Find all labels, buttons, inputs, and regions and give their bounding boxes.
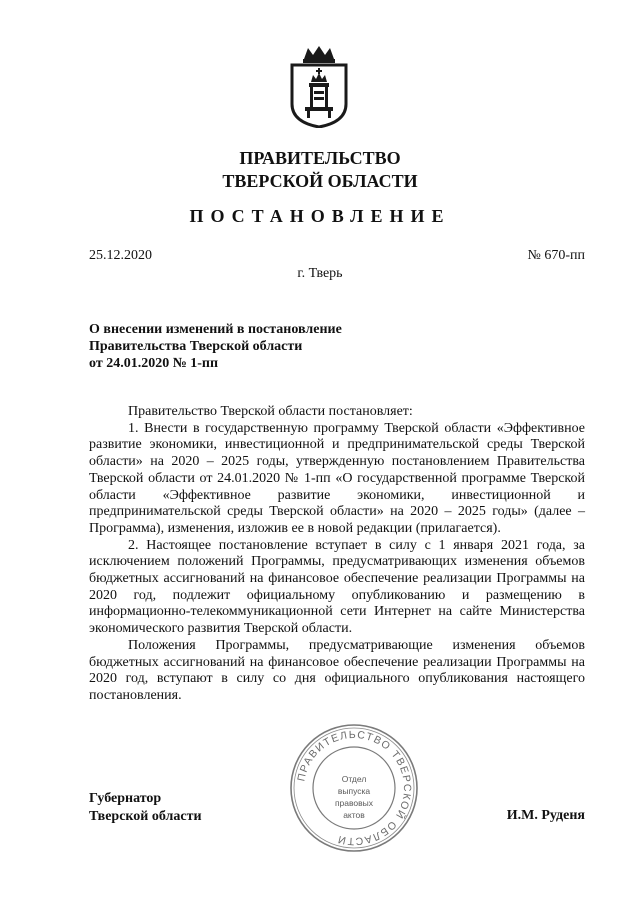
body-item-1: 1. Внести в государственную программу Тверской области «Эффективное развитие экономики, инвестиционной и предпринимательской среды Тверской области» на 2020 – 2025 годы, утвержденную постановлением Правительства Тверской области от 24.01.2020 № 1-пп «О государственной программе Тверской области «Эффективное развитие экономики, инвестиционной и предпринимательской среды Тверской области» на 2020 – 2025 годы» (далее – Программа), изменения, изложив ее в новой редакции (прилагается). [89, 420, 585, 536]
document-type-heading: ПОСТАНОВЛЕНИЕ [189, 206, 451, 226]
seal-center-line-2: выпуска [337, 786, 371, 796]
seal-center-line-4: актов [343, 810, 365, 820]
subject-line-2: Правительства Тверской области [89, 339, 303, 354]
signatory-position-line2: Тверской области [89, 809, 202, 824]
seal-center-text [288, 773, 420, 821]
subject-line-1: О внесении изменений в постановление [89, 322, 342, 337]
document-subject [89, 321, 342, 372]
seal-center-line-1: Отдел [341, 774, 367, 784]
body-item-2: 2. Настоящее постановление вступает в силу с 1 января 2021 года, за исключением положений Программы, предусматривающих изменения объемов бюджетных ассигнований на финансовое обеспечение реализации Программы на 2020 год, подлежит официальному опубликованию и размещению в информационно-телекоммуникационной сети Интернет на сайте Министерства экономического развития Тверской области. [89, 537, 585, 637]
coat-of-arms-emblem [288, 44, 350, 128]
signatory-position-line1: Губернатор [89, 791, 162, 806]
signatory-name: И.М. Руденя [506, 808, 585, 823]
document-body [89, 404, 585, 705]
org-title-line1: ПРАВИТЕЛЬСТВО [239, 148, 401, 168]
body-item-3: Положения Программы, предусматривающие изменения объемов бюджетных ассигнований на финансовое обеспечение реализации Программы на 2020 год, вступают в силу со дня официального опубликования настоящего постановления. [89, 637, 585, 703]
org-title-line2: ТВЕРСКОЙ ОБЛАСТИ [222, 171, 418, 191]
body-intro: Правительство Тверской области постановляет: [128, 404, 413, 419]
seal-center-line-3: правовых [334, 798, 374, 808]
document-number: № 670-пп [527, 248, 585, 263]
issuing-authority-title [0, 147, 640, 193]
seal-ring-text: ПРАВИТЕЛЬСТВО ТВЕРСКОЙ ОБЛАСТИ [295, 728, 414, 848]
document-city: г. Тверь [297, 266, 343, 281]
subject-line-3: от 24.01.2020 № 1-пп [89, 356, 219, 371]
document-date: 25.12.2020 [89, 248, 152, 263]
signatory-position [89, 790, 202, 826]
